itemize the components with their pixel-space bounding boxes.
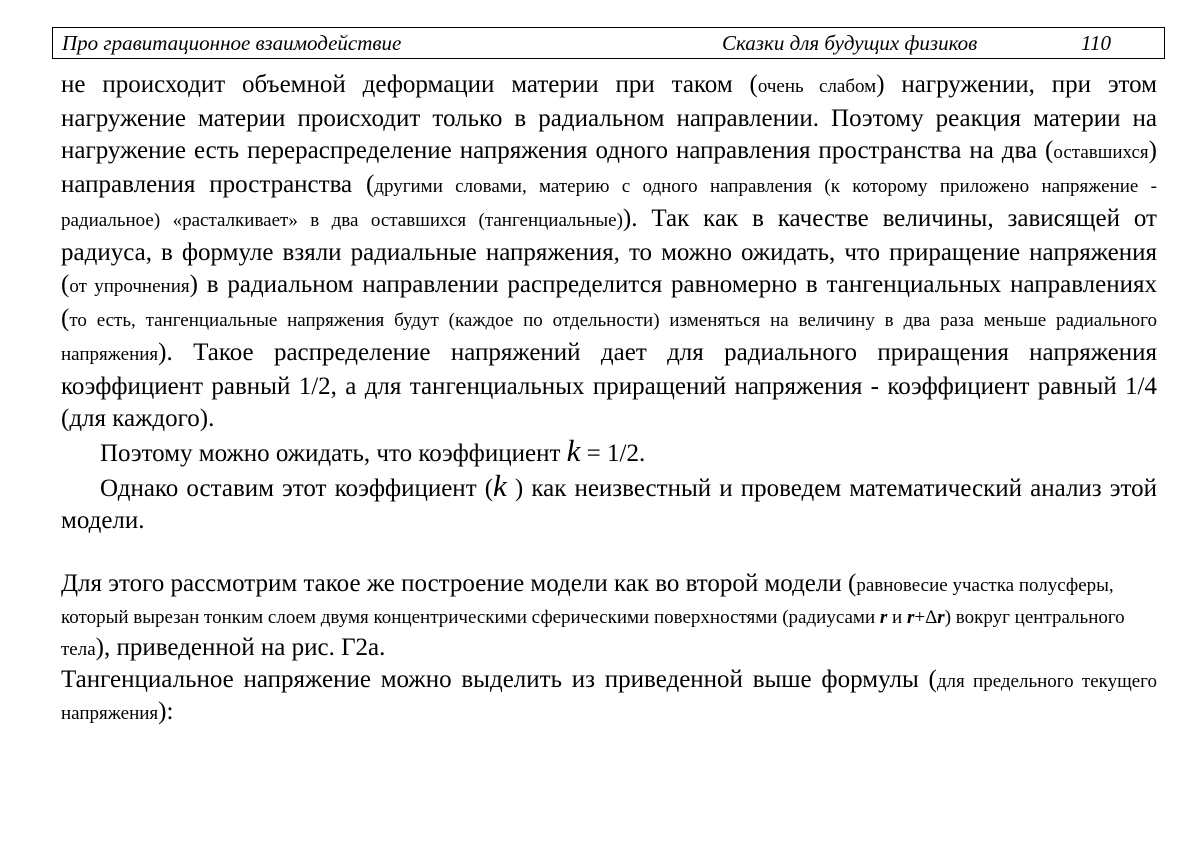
- header-book-title: Сказки для будущих физиков: [722, 31, 978, 55]
- paragraph-4: Для этого рассмотрим такое же построение модели как во второй модели (равновесие участка полусферы, который вырезан тонким слоем двумя концентрическими сферическими поверхностями (радиусами r и r+Δr) вокруг центрального тела), приведенной на рис. Г2а.: [61, 570, 1125, 661]
- page-number: 110: [1081, 31, 1111, 55]
- running-header: [52, 27, 1165, 59]
- body-text: [61, 69, 1157, 729]
- paragraph-1: не происходит объемной деформации материи при таком (очень слабом) нагружении, при этом нагружение материи происходит только в радиальном направлении. Поэтому реакция материи на нагружение есть перераспределение напряжения одного направления пространства на два (оставшихся) направления пространства (другими словами, материю с одного направления (к которому приложено напряжение - радиальное) «расталкивает» в два оставшихся (тангенциальные)). Так как в качестве величины, зависящей от радиуса, в формуле взяли радиальные напряжения, то можно ожидать, что приращение напряжения (от упрочнения) в радиальном направлении распределится равномерно в тангенциальных направлениях (то есть, тангенциальные напряжения будут (каждое по отдельности) изменяться на величину в два раза меньше радиального напряжения). Такое распределение напряжений дает для радиального приращения напряжения коэффициент равный 1/2, а для тангенциальных приращений напряжения - коэффициент равный 1/4 (для каждого).: [61, 71, 1158, 432]
- header-title: Про гравитационное взаимодействие: [62, 31, 402, 55]
- paragraph-5: Тангенциальное напряжение можно выделить из приведенной выше формулы (для предельного текущего напряжения):: [61, 666, 1157, 725]
- coefficient-k: k: [493, 468, 507, 503]
- paragraph-gap: [61, 537, 1157, 569]
- paragraph-3: Однако оставим этот коэффициент (k ) как неизвестный и проведем математический анализ этой модели.: [61, 468, 1157, 534]
- paragraph-2: Поэтому можно ожидать, что коэффициент k = 1/2.: [100, 433, 646, 468]
- coefficient-k: k: [566, 433, 581, 468]
